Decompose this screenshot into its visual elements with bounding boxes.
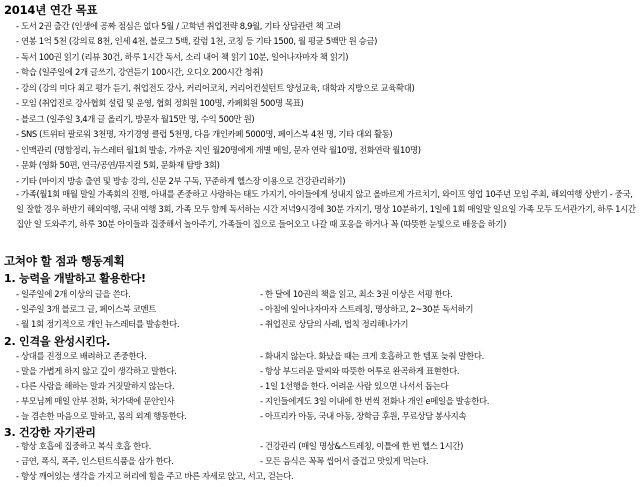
goal-item: - 블로그 (일주일 3,4개 글 올리기, 방문자 월15만 명, 수익 500만 원): [16, 114, 255, 124]
goal-item: - 도서 2권 출간 (인생에 공짜 점심은 없다 5월 / 고학년 취업전략 8,9월, 기타 상담관련 책 고려: [16, 21, 342, 31]
goal-item: - SNS (트위터 팔로워 3천명, 자기경영 클럽 5천명, 다음 개인카페 5000명, 페이스북 4천 명, 기타 대외 활동): [16, 129, 393, 139]
action-item: - 항상 호흡에 집중하고 복식 호흡 한다.: [16, 441, 151, 451]
goal-item: - 강의 (강의 미다 최고 평가 듣기, 취업전도 강사, 커리어코치, 커리어컨설턴트 양성교육, 대학과 지방으로 교육확대): [16, 83, 415, 93]
action-item: - 건강관리 (매일 명상&스트레칭, 이틀에 한 번 헬스 1시간): [260, 441, 464, 451]
goal-item: - 모임 (취업진로 강사협회 설립 및 운영, 협회 정회원 100명, 카페회원 500명 목표): [16, 98, 304, 108]
action-plan-title: 고쳐야 할 점과 행동계획: [4, 254, 125, 268]
action-item: - 아침에 일어나자마자 스트레칭, 명상하고, 2~30분 독서하기: [260, 304, 474, 314]
section-heading-character: 2. 인격을 완성시킨다.: [4, 335, 111, 348]
goal-item: - 기타 (마이지 방송 출연 및 방송 강의, 신문 2부 구독, 꾸준하게 헬스장 이용으로 건강관리하기): [16, 176, 346, 186]
yearly-goals-title: 2014년 연간 목표: [4, 3, 98, 17]
action-item: - 취업진로 상담의 사례, 법칙 정리해나가기: [260, 319, 409, 329]
action-item: - 늘 겸손한 마음으로 말하고, 몸의 외계 행동한다.: [16, 411, 187, 421]
section-heading-ability: 1. 능력을 개발하고 활용한다!: [4, 272, 146, 285]
action-item: - 1일 1선행을 한다. 어려운 사람 있으면 나서서 돕는다: [260, 381, 449, 391]
action-item: - 항상 부드러운 말씨와 따뜻한 어투로 완곡하게 표현한다.: [260, 366, 460, 376]
goal-item: - 문화 (영화 50편, 연극/공연/뮤지컬 5회, 문화재 탐방 3회): [16, 160, 220, 170]
action-item: - 지인들에게도 3일 이내에 한 번씩 전화나 개인 e메일을 발송한다.: [260, 396, 490, 406]
goal-item: - 연봉 1억 5천 (강의료 8천, 인세 4천, 블로그 5백, 칼럼 1천, 코칭 등 기타 1500, 월 평균 5백만 원 승금): [16, 36, 378, 46]
action-item: - 화내지 않는다. 화났을 때는 크게 호흡하고 한 템포 늦춰 말한다.: [260, 351, 484, 361]
action-item: - 일주일에 2개 이상의 글을 쓴다.: [16, 289, 131, 299]
action-item: - 부모님께 매일 안부 전화, 처가댁에 문안인사: [16, 396, 175, 406]
action-item: - 한 달에 10권의 책을 읽고, 최소 3권 이상은 서평 한다.: [260, 289, 453, 299]
action-item: - 일주일 3개 블로그 글, 페이스북 코멘트: [16, 304, 156, 314]
action-item: - 다른 사람을 해하는 말과 거짓말하지 않는다.: [16, 381, 175, 391]
action-item: - 모든 음식은 꼭꼭 씹어서 즐겁고 맛있게 먹는다.: [260, 456, 429, 466]
action-item: - 말을 가볍게 하지 않고 깊이 생각하고 말한다.: [16, 366, 177, 376]
family-goal-paragraph: - 가족(월1회 매월 말일 가족회의 진행, 아내를 존중하고 사랑하는 태도 가지기, 아이들에게 성내지 않고 올바르게 가르치기, 와이프 영업 10주년 모임 주최, 해외여행 상반기 - 중국, 일 잘할 경우 하반기 해외여행, 국내 여행 3회, 가족 모두 함께 독서하는 시간 저녁9시경에 30분 가지기, 명상 10분하기, 1일에 1회 매일말 일요일 가족 모두 도서관가기, 하루 1시간 집안 일 도와주기, 하루 30분 아이들과 집중해서 놀아주기, 가족들이 집으로 들어오고 나갈 때 포옹을 하거나 꼭 (따뜻한 눈빛으로 배웅을 하기): [16, 189, 636, 230]
action-item: - 상대를 진정으로 배려하고 존중한다.: [16, 351, 147, 361]
goal-item: - 학습 (일주일에 2개 글쓰기, 강연듣기 100시간, 오디오 200시간 청취): [16, 67, 263, 77]
section-heading-health: 3. 건강한 자기관리: [4, 426, 96, 439]
action-item: - 월 1회 정기적으로 개인 뉴스레터를 발송한다.: [16, 319, 180, 329]
action-item: - 항상 깨어있는 생각을 가지고 허리에 힘을 주고 바른 자세로 앉고, 서고, 걷는다.: [16, 471, 294, 481]
goal-item: - 독서 100권 읽기 (리뷰 30건, 하루 1시간 독서, 소리 내어 책 읽기 10분, 일어나자마자 책 읽기): [16, 52, 349, 62]
action-item: - 아프리카 아동, 국내 아동, 장학금 후원, 무료상담 봉사지속: [260, 411, 467, 421]
goal-item: - 인맥관리 (명함정리, 뉴스레터 월1회 발송, 가까운 지인 월20명에게 개별 메일, 문자 연락 월10명, 전화연락 월10명): [16, 145, 421, 155]
action-item: - 금연, 폭식, 폭주, 인스턴트식품을 삼가 한다.: [16, 456, 174, 466]
